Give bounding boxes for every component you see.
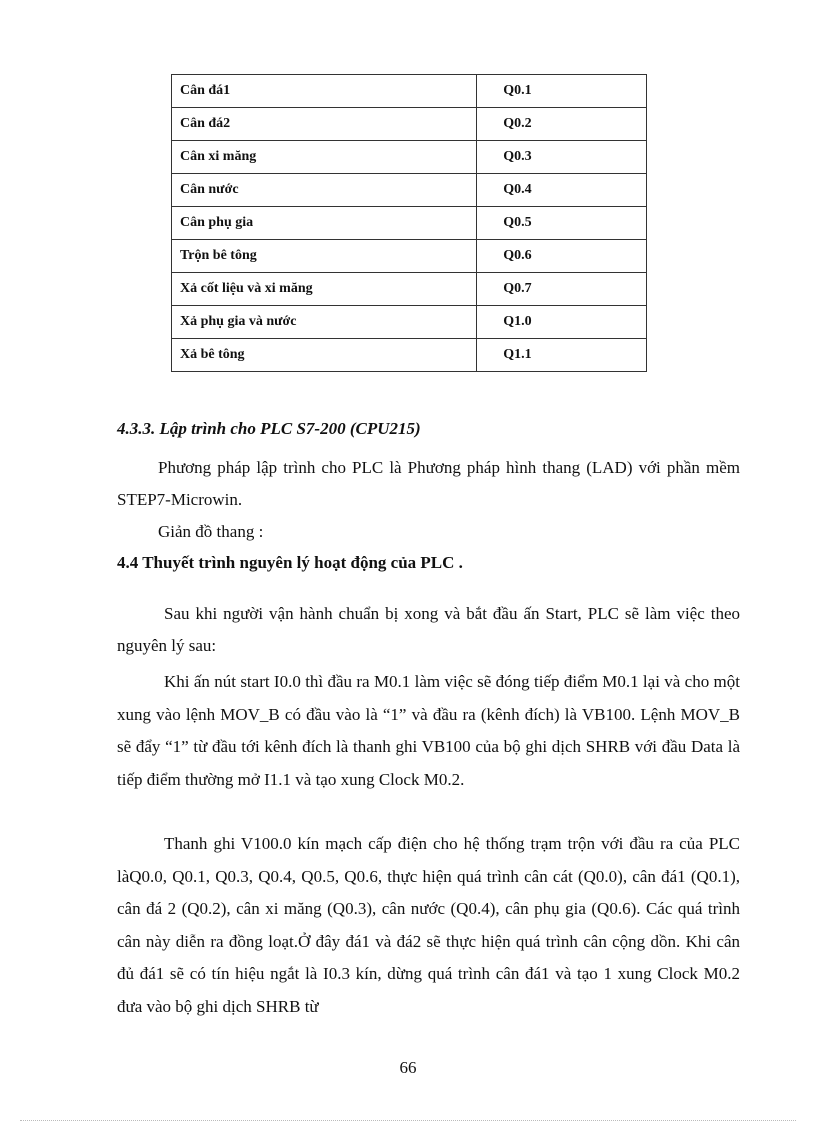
table-cell-address: Q0.6 [477, 240, 647, 273]
table-cell-address: Q0.2 [477, 108, 647, 141]
table-cell-name: Xả cốt liệu và xi măng [172, 273, 477, 306]
table-cell-name: Xả bê tông [172, 339, 477, 372]
table-row [172, 273, 647, 306]
table-row [172, 306, 647, 339]
page-number: 66 [399, 1058, 417, 1077]
paragraph-intro: Sau khi người vận hành chuẩn bị xong và bắt đầu ấn Start, PLC sẽ làm việc theo nguyên lý sau: [117, 604, 740, 655]
table-cell-address: Q0.1 [477, 75, 647, 108]
ladder-diagram-label: Giản đồ thang : [158, 522, 264, 541]
table-cell-name: Cân xi măng [172, 141, 477, 174]
table-cell-name: Trộn bê tông [172, 240, 477, 273]
table-row [172, 75, 647, 108]
table-row [172, 141, 647, 174]
table-row [172, 339, 647, 372]
table-cell-name: Cân phụ gia [172, 207, 477, 240]
table-cell-address: Q0.7 [477, 273, 647, 306]
table-cell-name: Cân đá1 [172, 75, 477, 108]
table-cell-address: Q0.4 [477, 174, 647, 207]
table-cell-name: Cân nước [172, 174, 477, 207]
table-cell-address: Q1.1 [477, 339, 647, 372]
table-row [172, 207, 647, 240]
section-heading-4-4: 4.4 Thuyết trình nguyên lý hoạt động của PLC . [117, 553, 463, 572]
table-cell-address: Q1.0 [477, 306, 647, 339]
table-row [172, 174, 647, 207]
table-cell-address: Q0.3 [477, 141, 647, 174]
table-row [172, 108, 647, 141]
table-cell-name: Cân đá2 [172, 108, 477, 141]
io-assignment-table [171, 74, 647, 372]
table-cell-name: Xả phụ gia và nước [172, 306, 477, 339]
paragraph-weighing-process: Thanh ghi V100.0 kín mạch cấp điện cho hệ thống trạm trộn với đầu ra của PLC làQ0.0, Q0.1, Q0.3, Q0.4, Q0.5, Q0.6, thực hiện quá trình cân cát (Q0.0), cân đá1 (Q0.1), cân đá 2 (Q0.2), cân xi măng (Q0.3), cân nước (Q0.4), cân phụ gia (Q0.6). Các quá trình cân này diễn ra đồng loạt.Ở đây đá1 và đá2 sẽ thực hiện quá trình cân cộng dồn. Khi cân đủ đá1 sẽ có tín hiệu ngắt là I0.3 kín, dừng quá trình cân đá1 và tạo 1 xung Clock M0.2 đưa vào bộ ghi dịch SHRB từ [117, 834, 740, 1016]
section-heading-4-3-3: 4.3.3. Lập trình cho PLC S7-200 (CPU215) [117, 419, 421, 438]
paragraph-start-sequence: Khi ấn nút start I0.0 thì đầu ra M0.1 làm việc sẽ đóng tiếp điểm M0.1 lại và cho một xung vào lệnh MOV_B có đầu vào là “1” và đầu ra (kênh đích) là VB100. Lệnh MOV_B sẽ đẩy “1” từ đầu tới kênh đích là thanh ghi VB100 của bộ ghi dịch SHRB với đầu Data là tiếp điểm thường mở I1.1 và tạo xung Clock M0.2. [117, 672, 740, 789]
table-row [172, 240, 647, 273]
footer-divider [20, 1120, 796, 1121]
table-cell-address: Q0.5 [477, 207, 647, 240]
paragraph-programming-method: Phương pháp lập trình cho PLC là Phương pháp hình thang (LAD) với phần mềm STEP7-Microwin. [117, 458, 740, 509]
